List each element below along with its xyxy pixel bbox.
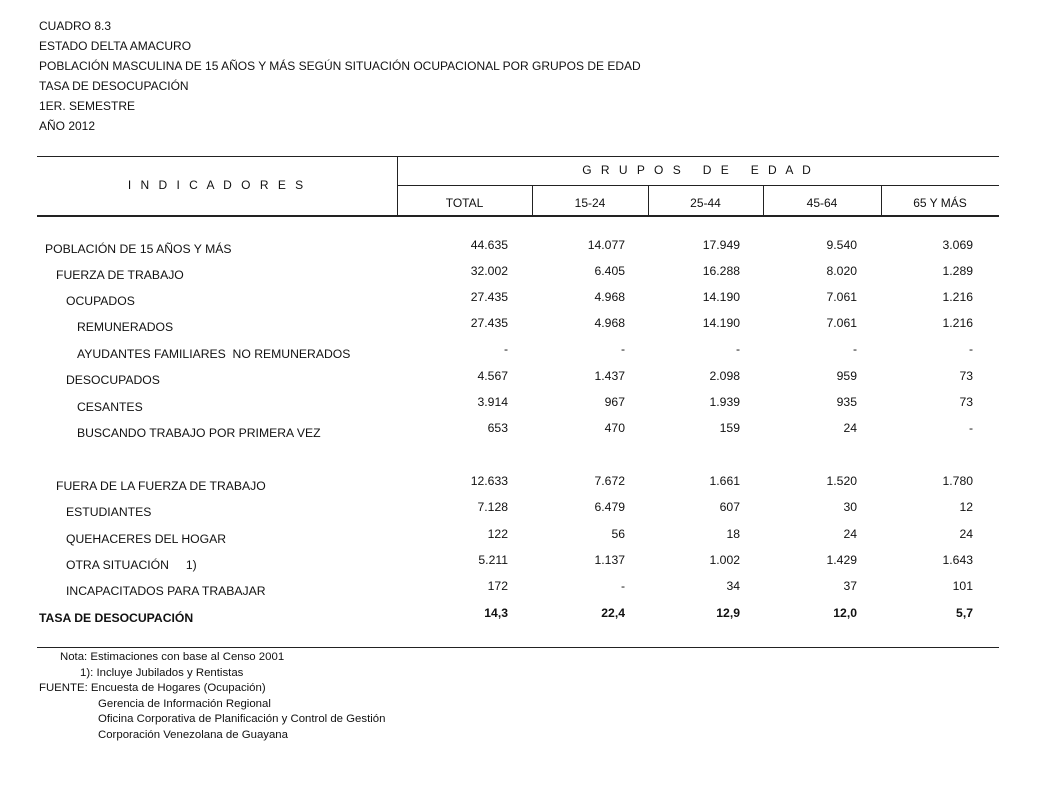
note-jubilados: 1): Incluye Jubilados y Rentistas: [80, 666, 244, 679]
cell-value: -: [852, 342, 857, 356]
row-label-desocupados: DESOCUPADOS: [66, 373, 160, 387]
year: AÑO 2012: [39, 119, 96, 133]
cell-value: 935: [836, 395, 857, 409]
cell-value: 1.939: [709, 395, 740, 409]
cell-value: 1.137: [594, 553, 625, 567]
source-oficina: Oficina Corporativa de Planificación y Control de Gestión: [98, 713, 386, 726]
cell-value-rate: 14,3: [484, 606, 508, 620]
groups-rule: [397, 185, 999, 186]
cell-value: 122: [487, 527, 508, 541]
header-bottom-rule: [37, 215, 999, 217]
cell-value: 470: [604, 421, 625, 435]
cell-value: -: [968, 342, 973, 356]
footnotes: [39, 650, 385, 744]
column-header-15-24: 15-24: [574, 196, 606, 210]
cell-value: 24: [843, 527, 857, 541]
cell-value: 32.002: [470, 264, 508, 278]
cell-value: 73: [959, 395, 973, 409]
column-header-65-mas: 65 Y MÁS: [913, 196, 967, 210]
table-title: POBLACIÓN MASCULINA DE 15 AÑOS Y MÁS SEGÚN SITUACIÓN OCUPACIONAL POR GRUPOS DE EDAD: [39, 59, 641, 73]
cell-value: 12.633: [470, 474, 508, 488]
cell-value: 7.128: [477, 500, 508, 514]
cell-value: 73: [959, 369, 973, 383]
cell-value: 4.567: [477, 369, 508, 383]
cell-value: 9.540: [826, 238, 857, 252]
cell-value: 607: [719, 500, 740, 514]
cell-value: 1.216: [942, 290, 973, 304]
column-header-total: TOTAL: [445, 196, 484, 210]
column-header-45-64: 45-64: [806, 196, 838, 210]
cell-value: -: [620, 579, 625, 593]
cell-value: 27.435: [470, 316, 508, 330]
cell-value-rate: 22,4: [601, 606, 625, 620]
cell-value: 18: [726, 527, 740, 541]
cell-value: -: [735, 342, 740, 356]
cell-value: 1.520: [826, 474, 857, 488]
cell-value: 1.289: [942, 264, 973, 278]
period: 1ER. SEMESTRE: [39, 99, 136, 113]
cell-value: 12: [959, 500, 973, 514]
row-label-incapacitados: INCAPACITADOS PARA TRABAJAR: [66, 584, 266, 598]
cell-value: 17.949: [702, 238, 740, 252]
cell-value: -: [968, 421, 973, 435]
cell-value: 5.211: [478, 553, 508, 567]
cell-value: 653: [487, 421, 508, 435]
state-name: ESTADO DELTA AMACURO: [39, 39, 192, 53]
cell-value: 7.061: [826, 316, 857, 330]
row-label-tasa: TASA DE DESOCUPACIÓN: [39, 611, 194, 625]
cell-value: -: [503, 342, 508, 356]
cell-value: 14.190: [702, 316, 740, 330]
cell-value: 6.405: [594, 264, 625, 278]
cell-value-rate: 12,9: [716, 606, 740, 620]
cell-value: 34: [726, 579, 740, 593]
row-label-poblacion: POBLACIÓN DE 15 AÑOS Y MÁS: [45, 242, 232, 256]
note-estimaciones: Nota: Estimaciones con base al Censo 2001: [60, 651, 285, 663]
row-label-ocupados: OCUPADOS: [66, 294, 135, 308]
cell-value: 3.914: [477, 395, 508, 409]
cell-value: 1.216: [942, 316, 973, 330]
table-bottom-rule: [37, 647, 999, 648]
table-subtitle: TASA DE DESOCUPACIÓN: [39, 79, 189, 93]
row-label-estudiantes: ESTUDIANTES: [66, 505, 152, 519]
indicadores-heading: I N D I C A D O R E S: [127, 178, 307, 192]
row-label-remunerados: REMUNERADOS: [77, 320, 174, 334]
source-gerencia: Gerencia de Información Regional: [98, 697, 271, 710]
cell-value: 2.098: [709, 369, 740, 383]
cell-value: 959: [836, 369, 857, 383]
cell-value: 37: [843, 579, 857, 593]
cell-value-rate: 5,7: [956, 606, 973, 620]
cell-value: 30: [843, 500, 857, 514]
row-label-cesantes: CESANTES: [77, 400, 143, 414]
cell-value: 172: [487, 579, 508, 593]
cell-value: 6.479: [594, 500, 625, 514]
cell-value: 56: [611, 527, 625, 541]
row-label-quehaceres: QUEHACERES DEL HOGAR: [66, 532, 227, 546]
grupos-heading: G R U P O S D E E D A D: [582, 163, 814, 177]
cell-value: 1.437: [594, 369, 625, 383]
cell-value: 4.968: [594, 316, 625, 330]
table-header: [39, 16, 641, 136]
row-label-fuera-fuerza: FUERA DE LA FUERZA DE TRABAJO: [56, 479, 266, 493]
cell-value: -: [620, 342, 625, 356]
cell-value: 16.288: [702, 264, 740, 278]
row-label-otra-situacion: OTRA SITUACIÓN 1): [66, 558, 197, 572]
cell-value: 7.672: [594, 474, 625, 488]
cell-value: 27.435: [470, 290, 508, 304]
row-label-fuerza-trabajo: FUERZA DE TRABAJO: [56, 268, 184, 282]
column-header-25-44: 25-44: [690, 196, 721, 210]
row-label-ayudantes: AYUDANTES FAMILIARES NO REMUNERADOS: [77, 347, 351, 361]
source-encuesta: FUENTE: Encuesta de Hogares (Ocupación): [39, 682, 266, 695]
cell-value: 14.190: [702, 290, 740, 304]
cell-value: 967: [604, 395, 625, 409]
cell-value: 24: [843, 421, 857, 435]
cell-value: 7.061: [826, 290, 857, 304]
cell-value: 1.661: [709, 474, 740, 488]
source-corporacion: Corporación Venezolana de Guayana: [98, 728, 288, 741]
cell-value: 8.020: [826, 264, 857, 278]
row-label-buscando: BUSCANDO TRABAJO POR PRIMERA VEZ: [77, 426, 321, 440]
cell-value: 4.968: [594, 290, 625, 304]
cell-value: 101: [952, 579, 973, 593]
cell-value: 1.002: [709, 553, 740, 567]
cell-value: 24: [959, 527, 973, 541]
cell-value: 159: [719, 421, 740, 435]
cell-value: 1.780: [942, 474, 973, 488]
cell-value: 3.069: [942, 238, 973, 252]
cell-value: 14.077: [587, 238, 625, 252]
cell-value: 1.429: [826, 553, 857, 567]
table-number: CUADRO 8.3: [39, 19, 112, 33]
cell-value-rate: 12,0: [833, 606, 857, 620]
cell-value: 1.643: [942, 553, 973, 567]
cell-value: 44.635: [470, 238, 508, 252]
table-top-rule: [37, 156, 999, 157]
